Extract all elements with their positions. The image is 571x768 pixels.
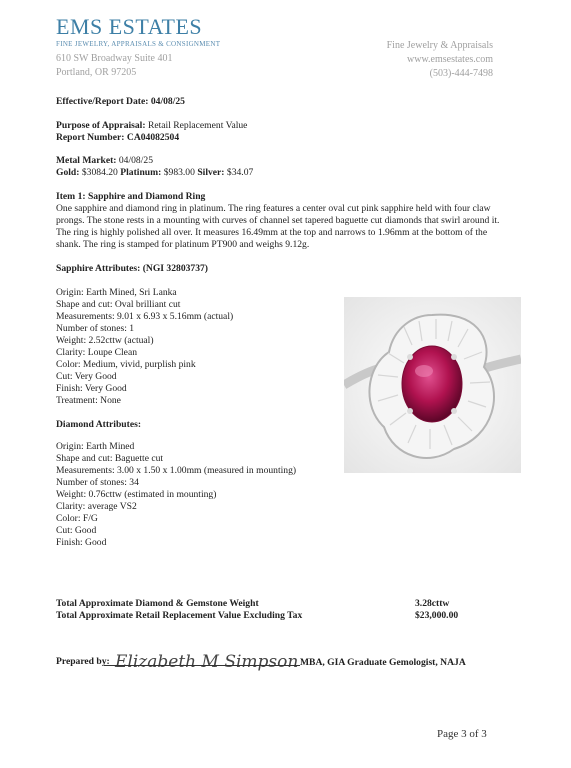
list-item: Number of stones: 1 bbox=[56, 323, 135, 334]
list-item: Measurements: 3.00 x 1.50 x 1.00mm (measured in mounting) bbox=[56, 465, 297, 476]
silver-price: $34.07 bbox=[226, 167, 254, 178]
appraiser-credentials: MBA, GIA Graduate Gemologist, NAJA bbox=[300, 657, 466, 668]
item-title: Item 1: Sapphire and Diamond Ring bbox=[56, 191, 206, 202]
list-item: Finish: Very Good bbox=[56, 383, 127, 394]
purpose-row bbox=[56, 120, 247, 132]
list-item: Number of stones: 34 bbox=[56, 477, 139, 488]
company-tagline: FINE JEWELRY, APPRAISALS & CONSIGNMENT bbox=[56, 40, 221, 48]
list-item: Origin: Earth Mined, Sri Lanka bbox=[56, 287, 177, 298]
sapphire-heading: Sapphire Attributes: (NGI 32803737) bbox=[56, 263, 208, 274]
metal-prices-row bbox=[56, 167, 253, 179]
prepared-by-label: Prepared by: bbox=[56, 656, 110, 667]
platinum-label: Platinum: bbox=[120, 167, 162, 178]
company-address-line2: Portland, OR 97205 bbox=[56, 67, 137, 78]
list-item: Measurements: 9.01 x 6.93 x 5.16mm (actual) bbox=[56, 311, 234, 322]
ring-photo bbox=[344, 297, 521, 473]
gold-price: $3084.20 bbox=[81, 167, 118, 178]
list-item: Weight: 2.52cttw (actual) bbox=[56, 335, 154, 346]
list-item: Origin: Earth Mined bbox=[56, 441, 135, 452]
company-address-line1: 610 SW Broadway Suite 401 bbox=[56, 53, 173, 64]
report-number-label: Report Number: bbox=[56, 132, 125, 143]
gold-label: Gold: bbox=[56, 167, 80, 178]
list-item: Shape and cut: Baguette cut bbox=[56, 453, 164, 464]
silver-label: Silver: bbox=[197, 167, 225, 178]
list-item: Clarity: average VS2 bbox=[56, 501, 137, 512]
header-services: Fine Jewelry & Appraisals bbox=[386, 40, 493, 51]
total-value-label: Total Approximate Retail Replacement Value Excluding Tax bbox=[56, 610, 303, 621]
total-weight-label: Total Approximate Diamond & Gemstone Weight bbox=[56, 598, 259, 609]
diamond-attributes bbox=[56, 441, 296, 549]
list-item: Finish: Good bbox=[56, 537, 107, 548]
signature: Elizabeth M Simpson bbox=[115, 652, 299, 672]
header-website: www.emsestates.com bbox=[407, 54, 493, 65]
list-item: Cut: Very Good bbox=[56, 371, 117, 382]
metal-market-label: Metal Market: bbox=[56, 155, 117, 166]
list-item: Shape and cut: Oval brilliant cut bbox=[56, 299, 181, 310]
signature-line bbox=[104, 665, 300, 666]
list-item: Cut: Good bbox=[56, 525, 97, 536]
ring-illustration bbox=[344, 297, 521, 473]
header-phone: (503)-444-7498 bbox=[429, 68, 493, 79]
purpose-label: Purpose of Appraisal: bbox=[56, 120, 146, 131]
list-item: Clarity: Loupe Clean bbox=[56, 347, 137, 358]
list-item: Weight: 0.76cttw (estimated in mounting) bbox=[56, 489, 217, 500]
list-item: Treatment: None bbox=[56, 395, 121, 406]
report-number-value: CA04082504 bbox=[126, 132, 180, 143]
sapphire-attributes bbox=[56, 287, 233, 407]
report-number-row bbox=[56, 132, 179, 144]
report-date-value: 04/08/25 bbox=[150, 96, 185, 107]
list-item: Color: F/G bbox=[56, 513, 98, 524]
diamond-heading: Diamond Attributes: bbox=[56, 419, 142, 430]
list-item: Color: Medium, vivid, purplish pink bbox=[56, 359, 196, 370]
total-weight-value: 3.28cttw bbox=[415, 598, 450, 609]
item-description: One sapphire and diamond ring in platinum. The ring features a center oval cut pink sapphire held with four claw prongs. The stone rests in a mounting with curves of channel set tapered baguette cut diamonds that swirl around it. The ring is highly polished all over. It measures 16.49mm at the top and narrows to 1.96mm at the bottom of the shank. The ring is stamped for platinum PT900 and weighs 9.12g. bbox=[56, 203, 500, 250]
platinum-price: $983.00 bbox=[163, 167, 195, 178]
purpose-value: Retail Replacement Value bbox=[147, 120, 248, 131]
report-date-label: Effective/Report Date: bbox=[56, 96, 149, 107]
metal-market-date: 04/08/25 bbox=[118, 155, 153, 166]
total-value-amount: $23,000.00 bbox=[415, 610, 459, 621]
company-logo: EMS ESTATES bbox=[56, 14, 203, 39]
report-date-row bbox=[56, 96, 185, 108]
page-number: Page 3 of 3 bbox=[437, 728, 487, 740]
metal-market-row bbox=[56, 155, 153, 167]
